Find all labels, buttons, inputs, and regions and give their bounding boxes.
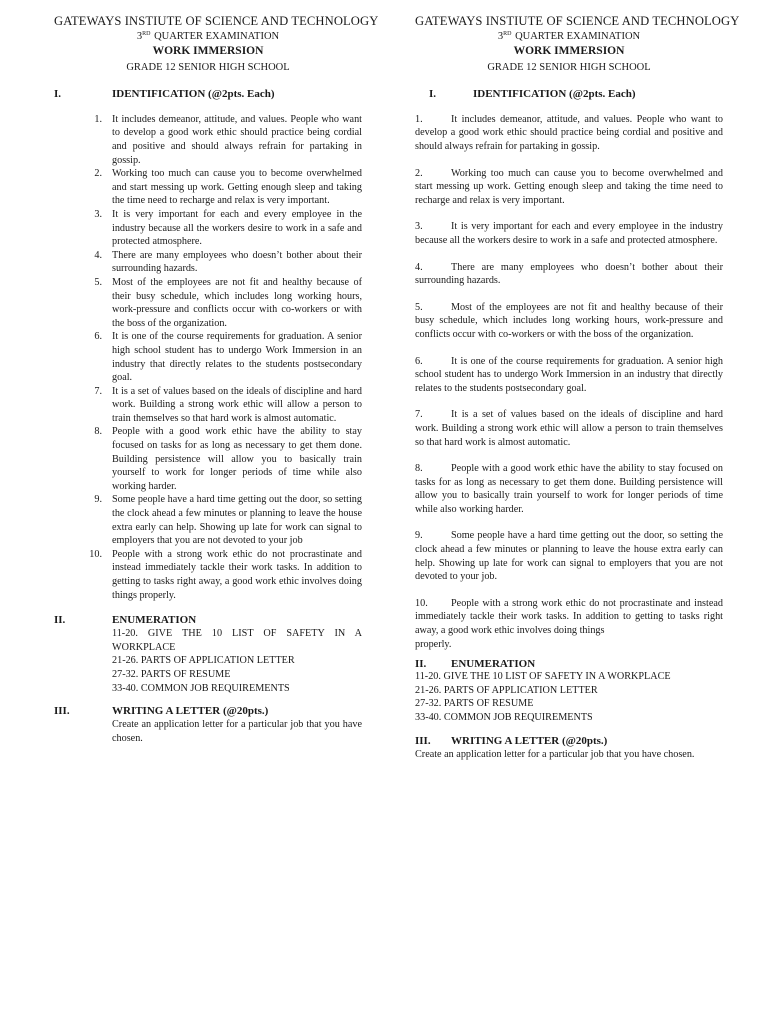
- question-number: 9.: [94, 494, 102, 506]
- question-text: It is very important for each and every employee in the industry because all the workers desire to work in a safe and protected atmosphere.: [112, 208, 362, 248]
- identification-list: [415, 113, 723, 651]
- question-text: People with a strong work ethic do not procrastinate and instead immediately tackle their work tasks. In addition to getting to tasks right away, a good work ethic involves doing things: [415, 597, 723, 637]
- question-item: [54, 385, 362, 426]
- section-identification-heading: I. IDENTIFICATION (@2pts. Each): [54, 87, 275, 100]
- question-text: People with a good work ethic have the ability to stay focused on tasks for as long as necessary to get them done. Building persistence will allow you to basically train yourself to work for longer periods of time while also working harder.: [415, 463, 723, 515]
- grade-level: GRADE 12 SENIOR HIGH SCHOOL: [487, 61, 651, 73]
- question-text: Most of the employees are not fit and healthy because of their busy schedule, which includes long working hours, work-pressure and conflicts occur with co-workers or with the boss of the organization.: [112, 276, 362, 329]
- question-item: [54, 249, 362, 276]
- section-identification-heading: I. IDENTIFICATION (@2pts. Each): [429, 87, 636, 100]
- enumeration-line: 33-40. COMMON JOB REQUIREMENTS: [112, 682, 290, 694]
- left-column: [54, 14, 379, 745]
- question-text: It is one of the course requirements for graduation. A senior high school student has to undergo Work Immersion in an industry that directly relates to the students postsecondary goal.: [112, 331, 362, 384]
- question-text: Working too much can cause you to become overwhelmed and start messing up work. Getting enough sleep and taking the time need to recharge and relax is very important.: [112, 168, 362, 207]
- question-number: 3.: [94, 208, 102, 220]
- enumeration-line: 21-26. PARTS OF APPLICATION LETTER: [112, 655, 295, 667]
- question-item: [54, 167, 362, 208]
- enumeration-line: 11-20. GIVE THE 10 LIST OF SAFETY IN A WORKPLACE: [415, 671, 671, 683]
- subject-title: WORK IMMERSION: [152, 44, 264, 57]
- question-text: People with a good work ethic have the ability to stay focused on tasks for as long as necessary to get them done. Building persistence will allow you to basically train yourself to work for longer periods of time while also working harder.: [112, 426, 362, 492]
- enumeration-list: [415, 670, 723, 724]
- question-text: There are many employees who doesn’t bother about their surrounding hazards.: [112, 249, 362, 275]
- question-text: There are many employees who doesn’t bother about their surrounding hazards.: [415, 261, 723, 287]
- question-number: 10.: [415, 597, 428, 609]
- question-item: [54, 425, 362, 493]
- question-item: [415, 462, 723, 516]
- enumeration-line: 27-32. PARTS OF RESUME: [415, 698, 534, 710]
- question-text: It is very important for each and every employee in the industry because all the workers desire to work in a safe and protected atmosphere.: [415, 221, 723, 246]
- question-number: 6.: [94, 331, 102, 343]
- question-text: Some people have a hard time getting out the door, so setting the clock ahead a few minutes or planning to leave the house extra early can help. Showing up late for work can signal to employers that you are not devoted to your job: [112, 494, 362, 547]
- enumeration-line: 33-40. COMMON JOB REQUIREMENTS: [415, 712, 593, 723]
- section-letter-heading: III. WRITING A LETTER (@20pts.): [54, 705, 269, 718]
- question-item: [415, 355, 723, 396]
- school-name: GATEWAYS INSTIUTE OF SCIENCE AND TECHNOLOGY: [415, 14, 740, 28]
- question-number: 8.: [94, 426, 102, 438]
- question-number: 7.: [94, 385, 102, 397]
- question-text: It is a set of values based on the ideals of discipline and hard work. Building a strong work ethic will allow a person to train themselves so that hard work is almost automatic.: [415, 409, 723, 448]
- right-column: [415, 14, 740, 761]
- question-text: It includes demeanor, attitude, and values. People who want to develop a good work ethic should practice being cordial and positive and should always refrain for partaking in gossip.: [112, 113, 362, 166]
- question-item: [415, 220, 723, 247]
- question-number: 6.: [415, 355, 423, 367]
- question-item: [415, 167, 723, 208]
- question-number: 10.: [89, 548, 102, 560]
- question-item: [415, 529, 723, 583]
- question-item: [54, 208, 362, 249]
- question-item: [415, 597, 723, 651]
- question-item: [415, 408, 723, 449]
- question-number: 9.: [415, 530, 423, 542]
- question-number: 3.: [415, 221, 423, 233]
- letter-instructions: Create an application letter for a particular job that you have chosen.: [112, 719, 362, 744]
- question-item: [415, 261, 723, 288]
- question-text: Most of the employees are not fit and healthy because of their busy schedule, which includes long working hours, work-pressure and conflicts occur with co-workers or with the boss of the organization.: [415, 301, 723, 340]
- question-number: 2.: [94, 168, 102, 180]
- question-item: [54, 493, 362, 547]
- question-number: 8.: [415, 463, 423, 475]
- question-text: Working too much can cause you to become overwhelmed and start messing up work. Getting enough sleep and taking the time need to recharge and relax is very important.: [415, 167, 723, 206]
- grade-level: GRADE 12 SENIOR HIGH SCHOOL: [126, 61, 290, 73]
- question-item: [54, 276, 362, 330]
- question-number: 7.: [415, 409, 423, 421]
- question-text: Some people have a hard time getting out the door, so setting the clock ahead a few minutes or planning to leave the house extra early can help. Showing up late for work can signal to employers that you are not devoted to your job.: [415, 530, 723, 583]
- question-item: [415, 113, 723, 154]
- school-name: GATEWAYS INSTIUTE OF SCIENCE AND TECHNOLOGY: [54, 14, 379, 28]
- letter-instructions: Create an application letter for a particular job that you have chosen.: [415, 748, 695, 760]
- exam-quarter: 3RD QUARTER EXAMINATION: [136, 31, 280, 43]
- question-number: 1.: [415, 113, 423, 125]
- question-number: 1.: [94, 113, 102, 125]
- question-item: [54, 330, 362, 384]
- section-letter-heading: III. WRITING A LETTER (@20pts.): [415, 734, 608, 747]
- question-text: It is a set of values based on the ideals of discipline and hard work. Building a strong work ethic will allow a person to train themselves so that hard work is almost automatic.: [112, 385, 362, 424]
- section-enumeration-heading: II. ENUMERATION: [54, 614, 197, 627]
- header: [54, 14, 379, 74]
- enumeration-line: 27-32. PARTS OF RESUME: [112, 668, 231, 680]
- exam-quarter: 3RD QUARTER EXAMINATION: [497, 31, 641, 43]
- question-number: 4.: [94, 249, 102, 261]
- identification-list: [54, 113, 362, 602]
- enumeration-list: [54, 627, 362, 695]
- question-item: [415, 301, 723, 342]
- subject-title: WORK IMMERSION: [513, 44, 625, 57]
- question-item: [54, 113, 362, 167]
- section-enumeration-heading: II. ENUMERATION: [415, 658, 536, 671]
- question-number: 2.: [415, 167, 423, 179]
- enumeration-line: 11-20. GIVE THE 10 LIST OF SAFETY IN A WORKPLACE: [112, 628, 362, 653]
- header: [415, 14, 740, 74]
- question-text: It includes demeanor, attitude, and values. People who want to develop a good work ethic should practice being cordial and positive and should always refrain for partaking in gossip.: [415, 113, 723, 152]
- enumeration-line: 21-26. PARTS OF APPLICATION LETTER: [415, 684, 598, 696]
- question-item: [54, 548, 362, 602]
- question-text: People with a strong work ethic do not procrastinate and instead immediately tackle their work tasks. In addition to getting to tasks right away, a good work ethic involves doing things properly.: [112, 548, 362, 601]
- question-text: It is one of the course requirements for graduation. A senior high school student has to undergo Work Immersion in an industry that directly relates to the students postsecondary goal.: [415, 355, 723, 394]
- question-text-tail: properly.: [415, 638, 452, 650]
- question-number: 5.: [94, 276, 102, 288]
- question-number: 4.: [415, 261, 423, 273]
- question-number: 5.: [415, 301, 423, 313]
